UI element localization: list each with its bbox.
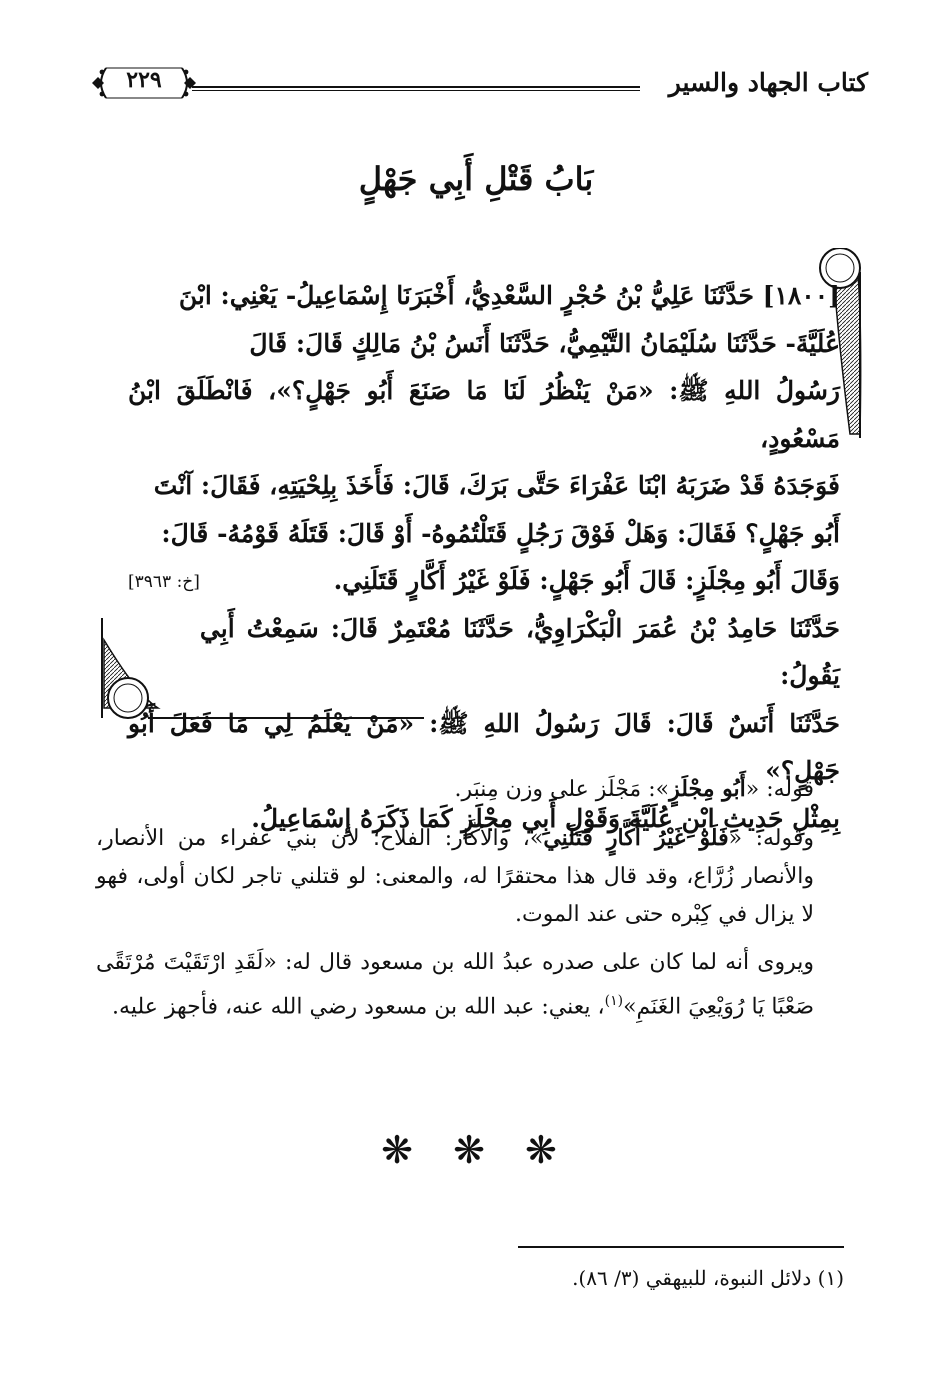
running-header: [88, 60, 868, 110]
footnote-rule: [518, 1246, 844, 1248]
hadith-text: [128, 272, 840, 842]
hadith-line: وَقَالَ أَبُو مِجْلَزٍ: قَالَ أَبُو جَهْلٍ: فَلَوْ غَيْرُ أَكَّارٍ قَتَلَنِي.: [333, 566, 840, 595]
hadith-line: فَوَجَدَهُ قَدْ ضَرَبَهُ ابْنَا عَفْرَاءَ حَتَّى بَرَكَ، قَالَ: فَأَخَذَ بِلِحْيَتِهِ، فَقَالَ: آنْتَ: [153, 471, 840, 500]
hadith-line: عُلَيَّةَ- حَدَّثَنَا سُلَيْمَانُ التَّيْمِيُّ، حَدَّثَنَا أَنَسُ بْنُ مَالِكٍ قَالَ: قَالَ: [249, 328, 840, 358]
hadith-line: حَدَّثَنَا حَامِدُ بْنُ عُمَرَ الْبَكْرَاوِيُّ، حَدَّثَنَا مُعْتَمِرٌ قَالَ: سَمِعْتُ أَبِي يَقُولُ:: [199, 613, 840, 690]
page-number-badge: [88, 60, 200, 106]
footnote: (١) دلائل النبوة، للبيهقي (٣/ ٨٦).: [572, 1266, 844, 1290]
book-title: كتاب الجهاد والسير: [668, 68, 868, 97]
chapter-title: بَابُ قَتْلِ أَبِي جَهْلٍ: [358, 160, 594, 198]
commentary-paragraph: [96, 944, 844, 1026]
hadith-line: أَبُو جَهْلٍ؟ فَقَالَ: وَهَلْ فَوْقَ رَجُلٍ قَتَلْتُمُوهُ- أَوْ قَالَ: قَتَلَهُ قَوْمُهُ- قَالَ:: [161, 518, 840, 548]
commentary-text: »، والأكَّار: الفلاح؛ لأن بني عفراء من الأنصار، والأنصار زُرَّاع، وقد قال هذا محتقرًا له، والمعنى: لو قتلني تاجر لكان أولى، فهو لا يزال في كِبْره حتى عند الموت.: [96, 826, 814, 927]
page-number: ٢٢٩: [126, 67, 162, 93]
commentary-keyword: فَلَوْ غَيْرُ أَكَّارٍ قَتَلَنِي: [543, 825, 729, 851]
section-separator: ❋ ❋ ❋: [381, 1128, 571, 1172]
commentary-keyword: أَبُو مِجْلَزٍ: [669, 776, 746, 802]
hadith-line-with-reference: [128, 557, 840, 605]
commentary-text: قوله: «: [745, 777, 814, 802]
hadith-reference: [خ: ٣٩٦٣]: [128, 572, 200, 592]
hadith-line: حَدَّثَنَا أَنَسٌ قَالَ: قَالَ رَسُولُ اللهِ ﷺ: «مَنْ يَعْلَمُ لِي مَا فَعَلَ أَبُو جَهْلٍ؟»: [128, 708, 840, 785]
hadith-line: [١٨٠٠] حَدَّثَنَا عَلِيُّ بْنُ حُجْرٍ السَّعْدِيُّ، أَخْبَرَنَا إِسْمَاعِيلُ- يَعْنِي: ابْنَ: [178, 281, 840, 310]
commentary-paragraph: [96, 819, 844, 934]
footnote-mark[interactable]: (١): [604, 993, 624, 1009]
commentary-text: ، يعني: عبد الله بن مسعود رضي الله عنه، فأجهز عليه.: [112, 994, 605, 1020]
header-rule: [192, 86, 640, 91]
commentary-text: وقوله: «: [728, 826, 815, 851]
commentary-paragraph: [96, 770, 844, 809]
commentary: [96, 770, 844, 1026]
hadith-line: رَسُولُ اللهِ ﷺ: «مَنْ يَنْظُرُ لَنَا مَا صَنَعَ أَبُو جَهْلٍ؟»، فَانْطَلَقَ ابْنُ مَسْعُودٍ،: [128, 376, 840, 453]
commentary-text: »: مَجْلَز على وزن مِنبَر.: [454, 777, 670, 802]
hadith-line: بِمِثْلِ حَدِيثِ ابْنِ عُلَيَّةَ وَقَوْلِ أَبِي مِجْلَزٍ كَمَا ذَكَرَهُ إِسْمَاعِيلُ.: [251, 803, 840, 833]
commentary-text: ويروى أنه لما كان على صدره عبدُ الله بن مسعود قال له: «لَقَدِ ارْتَقَيْتَ مُرْتَقًى صَعْبًا يَا رُوَيْعِيَ الغَنَمِ»: [96, 950, 814, 1020]
